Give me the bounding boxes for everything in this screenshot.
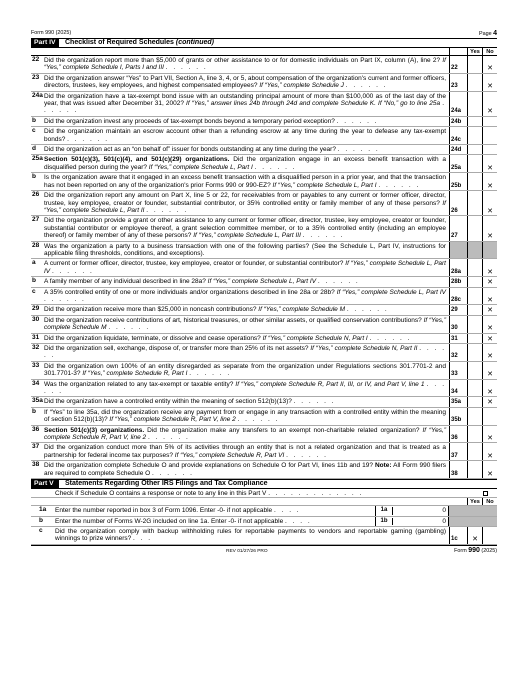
line-instruction: If “Yes,” complete Schedule I, Parts I and III	[44, 57, 446, 72]
line-question: Did the organization comply with backup withholding rules for reportable payments to vendors and reportable gaming (gambling) winnings to prize winners?	[55, 527, 446, 543]
line-number: 30	[32, 315, 40, 323]
yes-checkbox[interactable]	[467, 173, 482, 190]
line-box-number: 25b	[449, 173, 467, 190]
yes-checkbox[interactable]	[467, 191, 482, 215]
line-instruction: If “Yes,” complete Schedule N, Part I	[262, 334, 368, 342]
line-question: Did the organization report more than $5,000 of grants or other assistance to or for domestic individuals on Part IX, column (A), line 2?	[44, 57, 443, 64]
line-box-number: 24a	[449, 92, 467, 116]
yes-checkbox[interactable]	[467, 426, 482, 443]
line-text: Did the organization receive contributions of art, historical treasures, or other similar assets, or qualified conservation contributions? If “Yes,” complete Schedule M . . . . . .	[44, 316, 446, 332]
line-row	[31, 334, 497, 344]
line-question: Did the organization act as an “on behalf of” issuer for bonds outstanding at any time during the year?	[44, 146, 336, 154]
no-checkbox[interactable]: ✕	[482, 92, 497, 116]
line-number: 38	[32, 461, 40, 469]
no-checkbox[interactable]: ✕	[482, 305, 497, 314]
form-page	[31, 30, 497, 670]
part4-label: Part IV	[31, 39, 59, 47]
line-number: b	[32, 277, 36, 285]
part5-title: Statements Regarding Other IRS Filings and Tax Compliance	[65, 480, 268, 488]
line-question: A family member of any individual described in line 28a?	[44, 278, 208, 286]
line-text: A 35% controlled entity of one or more individuals and/or organizations described in line 28a or 28b? If “Yes,” complete Schedule L, Part IV . . . . . .	[44, 288, 447, 303]
line-row	[31, 117, 497, 127]
line-question: Did the organization report any amount on Part X, line 5 or 22, for receivables from or payables to any current or former officer, director, trustee, key employee, creator or founder, substantial contributor, or 35% controlled entity or family member of any of these persons?	[44, 192, 446, 207]
line-question: Did the organization make any transfers to an exempt non-charitable related organization?	[144, 426, 423, 434]
no-checkbox[interactable]	[482, 242, 497, 259]
line-question: Did the organization maintain an escrow account other than a refunding escrow at any time during the year to defease any tax-exempt bonds?	[44, 128, 446, 143]
yes-header: Yes	[467, 48, 482, 55]
line-note-text: All Form 990 filers are required to complete Schedule O	[44, 462, 446, 477]
line-number: d	[32, 145, 36, 153]
line-row	[31, 74, 497, 92]
line-box-number: 27	[449, 216, 467, 240]
line-row	[31, 305, 497, 315]
line-box-number: 37	[449, 443, 467, 460]
line-instruction: If “Yes,” complete Schedule L, Part I	[148, 163, 253, 171]
no-checkbox[interactable]	[482, 145, 497, 154]
line-text: Did the organization report any amount on Part X, line 5 or 22, for receivables from or payables to any current or former officer, director, trustee, key employee, creator or founder, substantial contributor, or 35% controlled entity or family member of any of these persons? If “Yes,” complete Schedule L, Part II . . . . . .	[44, 192, 446, 214]
line-row	[31, 461, 497, 479]
line-instruction: If “Yes,” complete Schedule R, Part VI	[174, 451, 285, 459]
no-checkbox[interactable]: ✕	[482, 426, 497, 443]
line-number: 27	[32, 216, 40, 224]
line-text: Did the organization sell, exchange, dispose of, or transfer more than 25% of its net assets? If “Yes,” complete Schedule N, Part II . . . . . .	[44, 345, 446, 360]
line-number: 1a	[39, 506, 47, 514]
line-question: Was the organization a party to a business transaction with one of the following parties? (See the Schedule L, Part IV, instructions for applicable filing thresholds, conditions, and exceptions).	[44, 242, 446, 257]
yes-checkbox[interactable]	[467, 242, 482, 259]
line-question: Did the organization have a tax-exempt bond issue with an outstanding principal amount of more than $100,000 as of the last day of the year, that was issued after December 31, 2002?	[44, 92, 446, 108]
line-instruction: If “Yes,” complete Schedule N, Part II	[310, 345, 418, 352]
line-number: 31	[32, 333, 40, 341]
line-box-number: 1c	[449, 527, 467, 544]
line-number: c	[39, 526, 43, 534]
line-question: Was the organization related to any tax-exempt or taxable entity?	[44, 380, 236, 388]
line-instruction: If “Yes,” complete Schedule L, Part IV	[207, 278, 317, 286]
line-instruction: If “Yes,” complete Schedule R, Part V, line 2	[44, 426, 446, 442]
yes-checkbox[interactable]	[467, 397, 482, 406]
no-checkbox[interactable]	[482, 527, 497, 544]
no-checkbox[interactable]: ✕	[482, 397, 497, 406]
p5-line-row	[31, 527, 497, 545]
no-checkbox[interactable]: ✕	[482, 316, 497, 333]
line-text: Enter the number of Forms W-2G included on line 1a. Enter -0- if not applicable . . . .	[55, 517, 312, 525]
no-checkbox[interactable]: ✕	[482, 191, 497, 215]
line-question: If “Yes” to line 35a, did the organization receive any payment from or engage in any transaction with a controlled entity within the meaning of section 512(b)(13)?	[44, 408, 446, 424]
column-headers	[31, 48, 497, 56]
yes-checkbox[interactable]	[467, 216, 482, 240]
p5-line-row	[31, 506, 497, 516]
footer-form	[454, 547, 497, 555]
line-note: Note:	[374, 462, 392, 470]
no-checkbox[interactable]: ✕	[482, 288, 497, 305]
line-box-number: 38	[449, 461, 467, 478]
line-box-number: 33	[449, 362, 467, 379]
line-number: 32	[32, 344, 40, 351]
line-instruction: If “Yes,” complete Schedule L, Part III	[193, 232, 301, 240]
yes-checkbox[interactable]	[467, 145, 482, 154]
line-row	[31, 362, 497, 380]
part5-lines	[31, 506, 497, 545]
line-row	[31, 216, 497, 241]
no-checkbox[interactable]: ✕	[482, 277, 497, 286]
line-box-number: 24c	[449, 127, 467, 144]
line-row	[31, 191, 497, 216]
line-bold: Section 501(c)(3) organizations.	[44, 426, 145, 434]
part4-header	[31, 38, 497, 48]
page-prefix: Page	[479, 31, 492, 37]
line-text: Did the organization invest any proceeds of tax-exempt bonds beyond a temporary period exception? . . . . . .	[44, 117, 379, 125]
line-number: 34	[32, 379, 40, 387]
line-row	[31, 173, 497, 191]
line-instruction: If “Yes,” complete Schedule M	[258, 306, 345, 314]
line-question: Did the organization own 100% of an entity disregarded as separate from the organization under Regulations sections 301.7701-2 and 301.7701-3?	[44, 362, 446, 378]
no-checkbox[interactable]: ✕	[482, 461, 497, 478]
line-text: Did the organization maintain an escrow account other than a refunding escrow at any time during the year to defease any tax-exempt bonds? . . . . . .	[44, 128, 446, 143]
line-box-number: 28b	[449, 277, 467, 286]
line-row	[31, 426, 497, 444]
footer-form-num: 990	[468, 546, 480, 554]
no-checkbox[interactable]	[482, 408, 497, 425]
line-box-number: 26	[449, 191, 467, 215]
line-row	[31, 408, 497, 426]
line-row	[31, 155, 497, 173]
amount-label: 1a	[376, 507, 393, 514]
line-row	[31, 92, 497, 117]
line-text: Did the organization have a tax-exempt bond issue with an outstanding principal amount of more than $100,000 as of the last day of the year, that was issued after December 31, 2002? If “Yes,” answer lines 24b through 24d and complete Schedule K. If “No,” go to line 25a . . . . . .	[44, 92, 446, 115]
line-row	[31, 288, 497, 306]
yes-checkbox[interactable]	[467, 461, 482, 478]
line-row	[31, 443, 497, 461]
line-row	[31, 127, 497, 145]
p5-no-header: No	[482, 498, 497, 505]
yes-checkbox[interactable]	[467, 288, 482, 305]
line-text: Was the organization related to any tax-exempt or taxable entity? If “Yes,” complete Schedule R, Part II, III, or IV, and Part V, line 1 . . . . . .	[44, 380, 447, 396]
yes-checkbox[interactable]	[467, 316, 482, 333]
no-checkbox[interactable]: ✕	[482, 362, 497, 379]
form-name: Form 990 (2025)	[31, 30, 72, 36]
line-text: Did the organization act as an “on behalf of” issuer for bonds outstanding at any time during the year? . . . . . .	[44, 146, 380, 154]
line-question: A current or former officer, director, trustee, key employee, creator or founder, or substantial contributor?	[44, 260, 346, 268]
line-text: A current or former officer, director, trustee, key employee, creator or founder, or substantial contributor? If “Yes,” complete Schedule L, Part IV . . . . . .	[44, 260, 446, 275]
no-checkbox[interactable]: ✕	[482, 259, 497, 276]
line-question: Did the organization receive contributions of art, historical treasures, or other similar assets, or qualified conservation contributions?	[44, 316, 424, 324]
no-checkbox[interactable]	[482, 127, 497, 144]
line-box-number: 32	[449, 344, 467, 361]
no-checkbox[interactable]: ✕	[482, 334, 497, 343]
amount-field[interactable]	[375, 506, 449, 515]
footer-year: (2025)	[481, 547, 497, 554]
line-row	[31, 380, 497, 398]
yes-checkbox[interactable]	[467, 56, 482, 73]
line-instruction: If “Yes,” complete Schedule L, Part IV	[336, 288, 447, 296]
line-text: A family member of any individual described in line 28a? If “Yes,” complete Schedule L, Part IV . . . . . .	[44, 278, 360, 286]
no-checkbox[interactable]: ✕	[482, 380, 497, 397]
line-question: Did the organization invest any proceeds of tax-exempt bonds beyond a temporary period exception?	[44, 117, 335, 125]
page-footer	[31, 545, 497, 554]
line-box-number: 35b	[449, 408, 467, 425]
no-checkbox[interactable]	[482, 117, 497, 126]
yes-checkbox[interactable]: ✕	[467, 527, 482, 544]
line-number: b	[39, 516, 43, 524]
line-number: 22	[32, 56, 40, 63]
line-row	[31, 397, 497, 407]
line-instruction: If “Yes,” complete Schedule L, Part II	[44, 199, 446, 214]
line-text: Did the organization liquidate, terminate, or dissolve and cease operations? If “Yes,” complete Schedule N, Part I . . . . . .	[44, 334, 412, 342]
yes-checkbox[interactable]	[467, 408, 482, 425]
line-number: 25a	[32, 155, 43, 163]
page-num: 4	[493, 30, 497, 37]
revision-code: REV 01/27/26 PRO	[226, 548, 268, 554]
line-question: Did the organization answer “Yes” to Part VII, Section A, line 3, 4, or 5, about compensation of the organization's current and former officers, directors, trustees, key employees, and highest compensated employees?	[44, 74, 446, 90]
yes-checkbox[interactable]	[467, 117, 482, 126]
footer-form-prefix: Form	[454, 547, 467, 554]
line-text: Section 501(c)(3), 501(c)(4), and 501(c)(29) organizations. Did the organization engage in an excess benefit transaction with a disqualified person during the year? If “Yes,” complete Schedule L, Part I . . . . . .	[44, 156, 446, 171]
part5-sub-text: Check if Schedule O contains a response or note to any line in this Part V	[55, 490, 267, 498]
line-text: Did the organization answer “Yes” to Part VII, Section A, line 3, 4, or 5, about compensation of the organization's current and former officers, directors, trustees, key employees, and highest compensated employees? If “Yes,” complete Schedule J . . . . . .	[44, 74, 446, 90]
line-box-number	[449, 242, 467, 259]
line-number: 26	[32, 191, 40, 199]
line-box-number: 22	[449, 56, 467, 73]
no-checkbox[interactable]: ✕	[482, 173, 497, 190]
no-checkbox[interactable]: ✕	[482, 74, 497, 91]
line-box-number: 28c	[449, 288, 467, 305]
line-question: Did the organization sell, exchange, dispose of, or transfer more than 25% of its net assets?	[44, 345, 311, 352]
line-text: Did the organization conduct more than 5% of its activities through an entity that is not a related organization and that is treated as a partnership for federal income tax purposes? If “Yes,” complete Schedule R, Part VI . . . . . .	[44, 444, 446, 459]
line-number: b	[32, 116, 36, 124]
part5-header	[31, 479, 497, 489]
page-header	[31, 30, 497, 38]
line-question: Did the organization receive more than $25,000 in noncash contributions?	[44, 306, 259, 314]
line-box-number: 24d	[449, 145, 467, 154]
line-text: If “Yes” to line 35a, did the organization receive any payment from or engage in any transaction with a controlled entity within the meaning of section 512(b)(13)? If “Yes,” complete Schedule R, Part V, line 2 . . . . . .	[44, 408, 446, 424]
line-text: Did the organization provide a grant or other assistance to any current or former officer, director, trustee, key employee, creator or founder, substantial contributor or employee thereof, a grant selection committee member, or to a 35% controlled entity (including an employee thereof) or family member of any of these persons? If “Yes,” complete Schedule L, Part III . . . . . .	[44, 217, 446, 240]
yes-checkbox[interactable]	[467, 92, 482, 116]
line-box-number: 31	[449, 334, 467, 343]
line-text: Enter the number reported in box 3 of Form 1096. Enter -0- if not applicable . . . .	[55, 507, 301, 515]
line-box-number: 23	[449, 74, 467, 91]
line-box-number: 36	[449, 426, 467, 443]
line-number: 28	[32, 241, 40, 249]
line-box-number: 30	[449, 316, 467, 333]
line-question: Enter the number reported in box 3 of Form 1096. Enter -0- if not applicable	[55, 507, 273, 515]
part5-schedule-o-row: Check if Schedule O contains a response or note to any line in this Part V . . . . . . . . . . . . .	[31, 489, 497, 498]
line-text: Did the organization complete Schedule O and provide explanations on Schedule O for Part VI, lines 11b and 19? Note: All Form 990 filers are required to complete Schedule O . . . . . .	[44, 462, 446, 477]
p5-yes-header: Yes	[467, 498, 482, 505]
part5-label: Part V	[31, 480, 59, 488]
line-question: Did the organization conduct more than 5% of its activities through an entity that is not a related organization and that is treated as a partnership for federal income tax purposes?	[44, 444, 446, 459]
line-number: 33	[32, 361, 40, 369]
yes-checkbox[interactable]	[467, 362, 482, 379]
line-row	[31, 145, 497, 155]
no-checkbox[interactable]: ✕	[482, 56, 497, 73]
line-number: 23	[32, 73, 40, 81]
line-instruction: If “Yes,” complete Schedule J	[259, 82, 344, 90]
yes-checkbox[interactable]	[467, 305, 482, 314]
amount-value[interactable]: 0	[442, 517, 446, 525]
no-checkbox[interactable]: ✕	[482, 344, 497, 361]
line-text: Is the organization aware that it engaged in an excess benefit transaction with a disqualified person in a prior year, and that the transaction has not been reported on any of the organization's prior Forms 990 or 990-EZ? If “Yes,” complete Schedule L, Part I . . . . . .	[44, 174, 446, 189]
line-box-number: 29	[449, 305, 467, 314]
part4-title	[65, 39, 214, 46]
line-text: Did the organization have a controlled entity within the meaning of section 512(b)(13)? . . . . . .	[44, 398, 336, 406]
line-instruction: If “Yes,” complete Schedule R, Part I	[82, 370, 188, 378]
line-instruction: If “Yes,” complete Schedule M	[44, 316, 446, 332]
line-question: Enter the number of Forms W-2G included on line 1a. Enter -0- if not applicable	[55, 517, 284, 525]
line-box-number: 25a	[449, 155, 467, 172]
line-instruction: If “Yes,” complete Schedule R, Part V, line 2	[109, 416, 236, 424]
line-box-number: 28a	[449, 259, 467, 276]
yes-checkbox[interactable]	[467, 277, 482, 286]
amount-label: 1b	[376, 518, 393, 525]
line-question: Did the organization provide a grant or other assistance to any current or former officer, director, trustee, key employee, creator or founder, substantial contributor or employee thereof, a grant selection committee member, or to a 35% controlled entity (including an employee thereof) or family member of any of these persons?	[44, 217, 446, 240]
amount-value[interactable]: 0	[442, 507, 446, 515]
line-question: Is the organization aware that it engaged in an excess benefit transaction with a disqualified person in a prior year, and that the transaction has not been reported on any of the organization's prior Forms 990 or 990-EZ?	[44, 174, 446, 189]
part5-column-headers	[31, 498, 497, 506]
yes-checkbox[interactable]	[467, 334, 482, 343]
line-instruction: If “Yes,” answer lines 24b through 24d and complete Schedule K. If “No,” go to line 25a	[186, 100, 441, 108]
line-row	[31, 344, 497, 362]
line-question: A 35% controlled entity of one or more individuals and/or organizations described in line 28a or 28b?	[44, 288, 337, 296]
line-text: Did the organization report more than $5,000 of grants or other assistance to or for domestic individuals on Part IX, column (A), line 2? If “Yes,” complete Schedule I, Parts I and III . . . . . .	[44, 57, 446, 72]
line-row	[31, 277, 497, 287]
line-text: Did the organization receive more than $25,000 in noncash contributions? If “Yes,” complete Schedule M . . . . . .	[44, 306, 389, 314]
line-row	[31, 56, 497, 74]
p5-line-row	[31, 517, 497, 527]
line-number: c	[32, 287, 36, 295]
line-question: Did the organization liquidate, terminate, or dissolve and cease operations?	[44, 334, 263, 342]
line-box-number: 24b	[449, 117, 467, 126]
part4-title-text: Checklist of Required Schedules	[65, 39, 174, 47]
line-text: Did the organization own 100% of an entity disregarded as separate from the organization under Regulations sections 301.7701-2 and 301.7701-3? If “Yes,” complete Schedule R, Part I . . . . . .	[44, 362, 446, 378]
line-text: Did the organization comply with backup withholding rules for reportable payments to vendors and reportable gaming (gambling) winnings to prize winners? . . .	[55, 527, 446, 543]
yes-checkbox[interactable]	[467, 155, 482, 172]
line-question: Did the organization have a controlled entity within the meaning of section 512(b)(13)?	[44, 398, 292, 406]
amount-field[interactable]	[375, 517, 449, 526]
line-box-number: 34	[449, 380, 467, 397]
line-text: Section 501(c)(3) organizations. Did the organization make any transfers to an exempt non-charitable related organization? If “Yes,” complete Schedule R, Part V, line 2 . . . . . .	[44, 426, 446, 442]
line-number: 35a	[32, 397, 43, 405]
yes-checkbox[interactable]	[467, 344, 482, 361]
yes-checkbox[interactable]	[467, 443, 482, 460]
line-row	[31, 316, 497, 334]
schedule-o-checkbox[interactable]	[483, 491, 488, 496]
line-number: 37	[32, 443, 40, 451]
line-row	[31, 242, 497, 260]
line-instruction: If “Yes,” complete Schedule L, Part I	[272, 181, 377, 189]
part4-title-suffix: (continued)	[175, 39, 214, 47]
line-bold: Section 501(c)(3), 501(c)(4), and 501(c)(29) organizations.	[44, 156, 230, 164]
yes-checkbox[interactable]	[467, 127, 482, 144]
line-box-number: 35a	[449, 397, 467, 406]
line-instruction: If “Yes,” complete Schedule R, Part II, III, or IV, and Part V, line 1	[235, 380, 425, 388]
no-header: No	[482, 48, 497, 55]
line-instruction: If “Yes,” complete Schedule L, Part IV	[44, 260, 446, 275]
no-checkbox[interactable]: ✕	[482, 443, 497, 460]
line-row	[31, 259, 497, 277]
no-checkbox[interactable]: ✕	[482, 155, 497, 172]
line-number: 36	[32, 425, 40, 433]
line-number: b	[32, 407, 36, 415]
no-checkbox[interactable]: ✕	[482, 216, 497, 240]
yes-checkbox[interactable]	[467, 74, 482, 91]
part4-lines	[31, 56, 497, 479]
line-question: Did the organization complete Schedule O and provide explanations on Schedule O for Part VI, lines 11b and 19?	[44, 462, 375, 470]
line-question: Did the organization engage in an excess benefit transaction with a disqualified person during the year?	[44, 156, 446, 171]
line-text	[42, 242, 449, 259]
line-number: a	[32, 259, 36, 267]
line-number: b	[32, 173, 36, 181]
line-number: 29	[32, 305, 40, 313]
line-number: c	[32, 127, 36, 135]
line-number: 24a	[32, 91, 43, 99]
yes-checkbox[interactable]	[467, 380, 482, 397]
yes-checkbox[interactable]	[467, 259, 482, 276]
